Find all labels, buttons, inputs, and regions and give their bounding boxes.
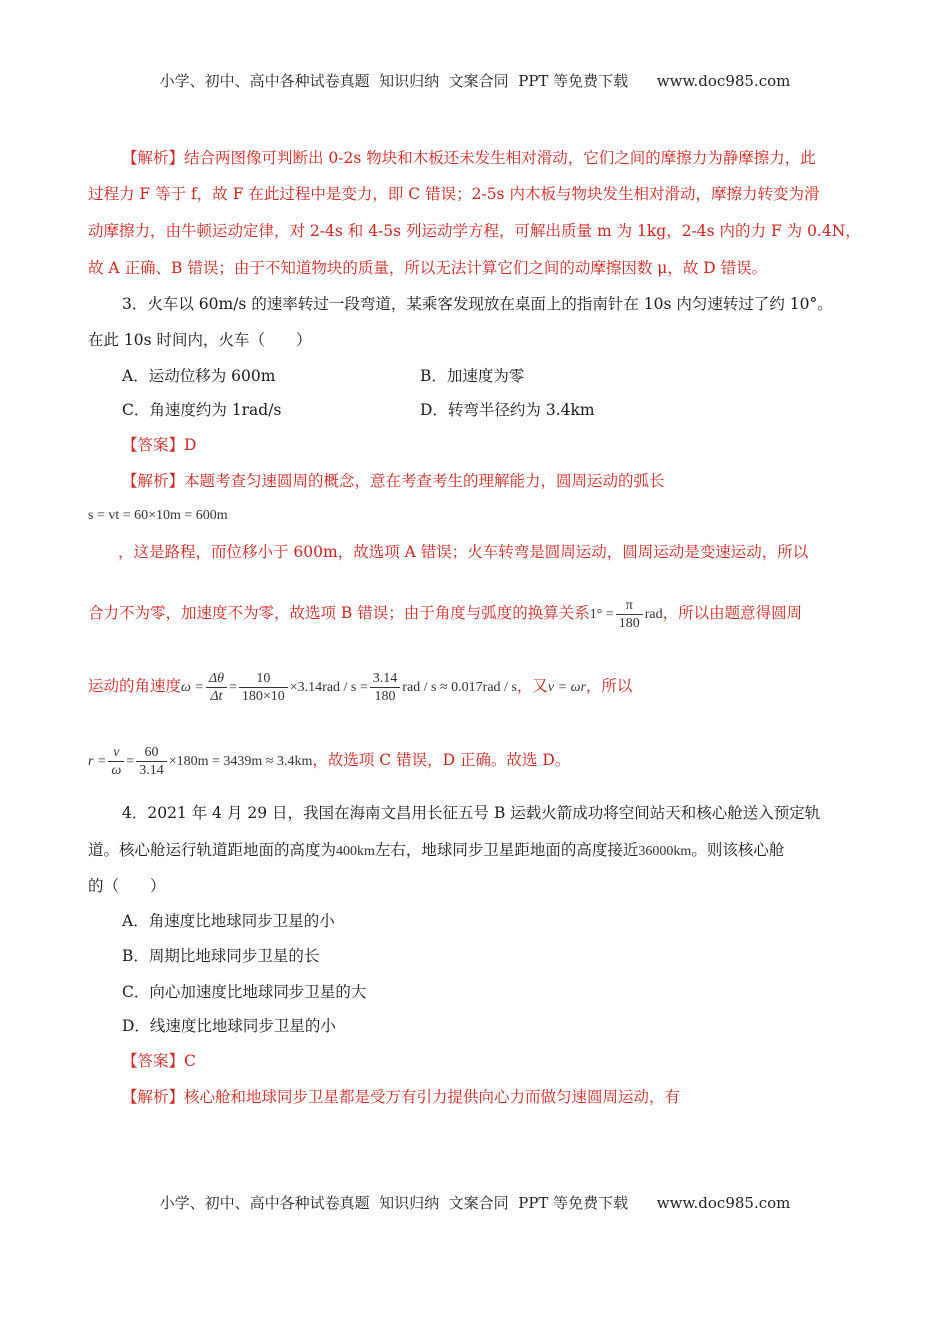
r-eq-2: = <box>126 754 135 769</box>
q3-answer: 【答案】D <box>122 436 197 454</box>
omega-fraction-2-den: 180×10 <box>241 688 285 704</box>
q3-analysis-line-2: ，这是路程，而位移小于 600m，故选项 A 错误；火车转弯是圆周运动，圆周运动是变速运动，所以 <box>118 543 809 561</box>
q4-stem-line-2 <box>88 840 784 862</box>
q4-analysis-line-1: 【解析】核心舱和地球同步卫星都是受万有引力提供向心力而做匀速圆周运动，有 <box>122 1088 681 1106</box>
q3-analysis-line-5-text: ，故选项 C 错误，D 正确。故选 D。 <box>312 751 571 769</box>
r-fraction-2 <box>136 744 167 779</box>
page-footer: 小学、初中、高中各种试卷真题 知识归纳 文案合同 PPT 等免费下载 www.doc985.com <box>159 1194 791 1212</box>
r-fraction-2-num: 60 <box>136 744 167 762</box>
q4-stem-line-1: 4．2021 年 4 月 29 日，我国在海南文昌用长征五号 B 运载火箭成功将空间站天和核心舱送入预定轨 <box>122 804 821 822</box>
r-fraction-2-den: 3.14 <box>139 762 164 778</box>
q4-option-d: D．线速度比地球同步卫星的小 <box>122 1017 336 1035</box>
q4-answer: 【答案】C <box>122 1052 196 1070</box>
deg-fraction <box>616 597 643 632</box>
q2-analysis-line-3: 动摩擦力，由牛顿运动定律，对 2-4s 和 4-5s 列运动学方程，可解出质量 m 为 1kg，2-4s 内的力 F 为 0.4N， <box>88 222 861 240</box>
deg-unit: rad <box>644 607 663 622</box>
q3-option-b: B．加速度为零 <box>420 367 525 385</box>
r-lhs: r = <box>88 754 107 769</box>
omega-fraction-1-den: Δt <box>210 688 223 704</box>
omega-tail: rad / s ≈ 0.017rad / s <box>402 680 517 695</box>
omega-fraction-2-num: 10 <box>239 670 288 688</box>
omega-fraction-1-num: Δθ <box>206 670 227 688</box>
q2-analysis-line-4: 故 A 正确、B 错误；由于不知道物块的质量，所以无法计算它们之间的动摩擦因数 μ，故 D 错误。 <box>88 259 768 277</box>
q3-stem-line-2: 在此 10s 时间内，火车（ ） <box>88 331 312 349</box>
q4-height-1: 400km <box>336 844 375 859</box>
q3-option-d: D．转弯半径约为 3.4km <box>420 401 595 419</box>
q3-analysis-line-3-text-b: ，所以由题意得圆周 <box>662 604 803 622</box>
q3-analysis-line-3-text-a: 合力不为零，加速度不为零，故选项 B 错误；由于角度与弧度的换算关系 <box>88 604 590 622</box>
omega-mid: ×3.14rad / s = <box>289 680 368 695</box>
q4-stem-line-3: 的（ ） <box>88 877 166 895</box>
omega-fraction-3 <box>370 670 401 705</box>
q4-stem-line-2-b: 左右，地球同步卫星距地面的高度接近 <box>374 841 639 859</box>
q4-option-a: A．角速度比地球同步卫星的小 <box>122 912 335 930</box>
q2-analysis-line-2: 过程力 F 等于 f，故 F 在此过程中是变力，即 C 错误；2-5s 内木板与物块发生相对滑动，摩擦力转变为滑 <box>88 185 820 203</box>
q2-analysis-line-1: 【解析】结合两图像可判断出 0-2s 物块和木板还未发生相对滑动，它们之间的摩擦力为静摩擦力，此 <box>122 149 816 167</box>
q3-analysis-line-4-text-c: ，所以 <box>585 677 633 695</box>
q3-analysis-line-4 <box>88 666 632 708</box>
omega-fraction-3-den: 180 <box>374 688 396 704</box>
q3-option-c: C．角速度约为 1rad/s <box>122 401 282 419</box>
omega-fraction-2 <box>239 670 288 705</box>
deg-fraction-num: π <box>616 597 643 615</box>
q3-analysis-line-1: 【解析】本题考查匀速圆周的概念，意在考查考生的理解能力，圆周运动的弧长 <box>122 472 665 490</box>
q3-analysis-line-4-text-b: ，又 <box>516 677 548 695</box>
q4-option-c: C．向心加速度比地球同步卫星的大 <box>122 983 367 1001</box>
r-fraction-1-num: v <box>108 744 124 762</box>
q4-stem-line-2-a: 道。核心舱运行轨道距地面的高度为 <box>88 841 337 859</box>
deg-fraction-den: 180 <box>618 615 640 631</box>
omega-eq-2: = <box>228 680 237 695</box>
omega-fraction-1 <box>206 670 227 705</box>
omega-lhs: ω = <box>181 680 204 695</box>
q4-height-2: 36000km <box>638 844 692 859</box>
q3-analysis-line-3 <box>88 593 802 635</box>
r-tail: ×180m = 3439m ≈ 3.4km <box>168 754 313 769</box>
omega-fraction-3-num: 3.14 <box>370 670 401 688</box>
deg-lhs: 1° = <box>589 607 614 622</box>
q3-formula-arc-length: s = vt = 60×10m = 600m <box>88 508 228 523</box>
q4-option-b: B．周期比地球同步卫星的长 <box>122 947 320 965</box>
q4-stem-line-2-c: 。则该核心舱 <box>691 841 785 859</box>
q3-stem-line-1: 3．火车以 60m/s 的速率转过一段弯道，某乘客发现放在桌面上的指南针在 10s 内匀速转过了约 10°。 <box>122 295 833 313</box>
v-formula: v = ωr <box>547 680 586 695</box>
r-fraction-1-den: ω <box>111 762 122 778</box>
r-fraction-1 <box>108 744 124 779</box>
q3-option-a: A．运动位移为 600m <box>122 367 276 385</box>
q3-analysis-line-5 <box>88 740 570 782</box>
page-header: 小学、初中、高中各种试卷真题 知识归纳 文案合同 PPT 等免费下载 www.doc985.com <box>159 72 791 90</box>
q3-analysis-line-4-text-a: 运动的角速度 <box>88 677 182 695</box>
